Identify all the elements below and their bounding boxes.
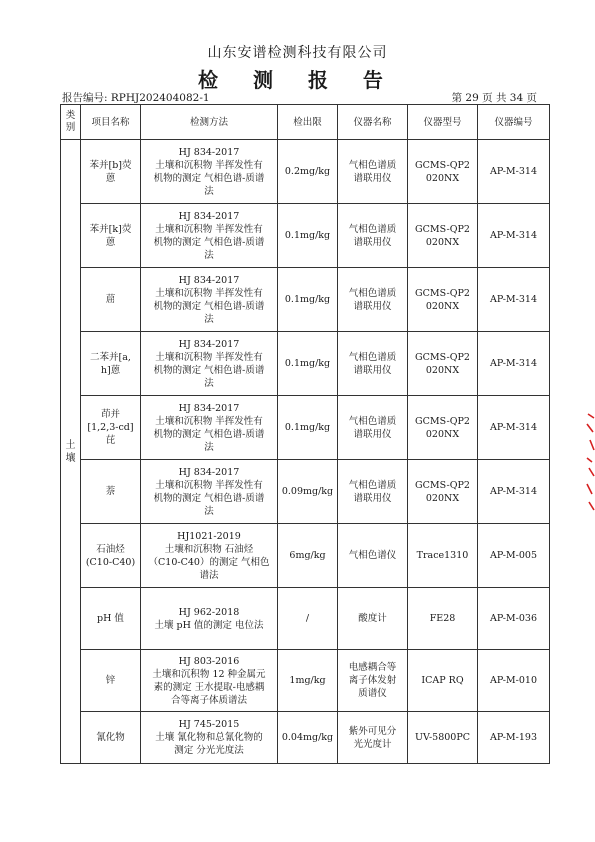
detection-limit-cell: 0.04mg/kg	[278, 712, 338, 764]
item-name-cell: 萘	[81, 460, 141, 524]
table-row	[61, 460, 550, 524]
method-cell	[141, 650, 278, 712]
method-cell	[141, 396, 278, 460]
instrument-model-cell: ICAP RQ	[408, 650, 478, 712]
table-row	[61, 332, 550, 396]
instrument-name-cell: 气相色谱质 谱联用仪	[338, 396, 408, 460]
detection-limit-cell: 1mg/kg	[278, 650, 338, 712]
table-row	[61, 588, 550, 650]
method-cell	[141, 140, 278, 204]
instrument-name-cell: 紫外可见分 光光度计	[338, 712, 408, 764]
method-standard: HJ1021-2019	[177, 530, 241, 542]
instrument-model-cell: GCMS-QP2 020NX	[408, 140, 478, 204]
instrument-code-cell: AP-M-314	[478, 204, 550, 268]
category-cell: 土 壤	[61, 140, 81, 764]
report-number: 报告编号: RPHJ202404082-1	[62, 92, 210, 104]
item-name-cell: 䓛	[81, 268, 141, 332]
col-header-instrument: 仪器名称	[338, 105, 408, 140]
col-header-item: 项目名称	[81, 105, 141, 140]
instrument-name-cell: 气相色谱质 谱联用仪	[338, 460, 408, 524]
table-row	[61, 204, 550, 268]
item-name-cell: 锌	[81, 650, 141, 712]
method-description: 土壤和沉积物 半挥发性有 机物的测定 气相色谱-质谱 法	[153, 223, 265, 261]
item-name-cell: 茚并 [1,2,3-cd] 芘	[81, 396, 141, 460]
col-header-model: 仪器型号	[408, 105, 478, 140]
item-name-cell: 苯并[k]荧 蒽	[81, 204, 141, 268]
detection-limit-cell: /	[278, 588, 338, 650]
instrument-code-cell: AP-M-314	[478, 460, 550, 524]
detection-limit-cell: 0.1mg/kg	[278, 332, 338, 396]
instrument-model-cell: GCMS-QP2 020NX	[408, 204, 478, 268]
method-standard: HJ 834-2017	[178, 274, 240, 286]
method-description: 土壤和沉积物 12 种金属元 素的测定 王水提取-电感耦 合等离子体质谱法	[152, 668, 266, 706]
method-cell	[141, 460, 278, 524]
method-standard: HJ 834-2017	[178, 338, 240, 350]
method-description: 土壤和沉积物 半挥发性有 机物的测定 气相色谱-质谱 法	[153, 479, 265, 517]
method-description: 土壤 氰化物和总氰化物的 测定 分光光度法	[155, 732, 263, 756]
method-cell	[141, 712, 278, 764]
method-description: 土壤和沉积物 半挥发性有 机物的测定 气相色谱-质谱 法	[153, 159, 265, 197]
method-standard: HJ 962-2018	[178, 606, 240, 618]
method-description: 土壤和沉积物 石油烃 （C10-C40）的测定 气相色 谱法	[148, 543, 270, 581]
instrument-name-cell: 酸度计	[338, 588, 408, 650]
instrument-name-cell: 气相色谱质 谱联用仪	[338, 204, 408, 268]
instrument-code-cell: AP-M-193	[478, 712, 550, 764]
instrument-name-cell: 气相色谱质 谱联用仪	[338, 140, 408, 204]
page-indicator: 第 29 页 共 34 页	[451, 92, 537, 104]
method-description: 土壤和沉积物 半挥发性有 机物的测定 气相色谱-质谱 法	[153, 415, 265, 453]
item-name-cell: 苯并[b]荧 蒽	[81, 140, 141, 204]
method-cell	[141, 332, 278, 396]
table-row	[61, 524, 550, 588]
table-row	[61, 396, 550, 460]
instrument-code-cell: AP-M-314	[478, 268, 550, 332]
table-row	[61, 268, 550, 332]
instrument-code-cell: AP-M-314	[478, 396, 550, 460]
method-standard: HJ 803-2016	[178, 655, 240, 667]
method-standard: HJ 834-2017	[178, 402, 240, 414]
table-row	[61, 650, 550, 712]
instrument-code-cell: AP-M-010	[478, 650, 550, 712]
instrument-code-cell: AP-M-036	[478, 588, 550, 650]
method-cell	[141, 204, 278, 268]
method-standard: HJ 834-2017	[178, 146, 240, 158]
instrument-model-cell: GCMS-QP2 020NX	[408, 396, 478, 460]
item-name-cell: pH 值	[81, 588, 141, 650]
table-body	[61, 140, 550, 764]
detection-limit-cell: 0.1mg/kg	[278, 268, 338, 332]
document-title: 检 测 报 告	[198, 68, 397, 92]
test-method-table	[60, 104, 550, 764]
method-standard: HJ 745-2015	[178, 719, 240, 730]
detection-limit-cell: 0.1mg/kg	[278, 204, 338, 268]
detection-limit-cell: 0.1mg/kg	[278, 396, 338, 460]
instrument-model-cell: GCMS-QP2 020NX	[408, 332, 478, 396]
method-cell	[141, 268, 278, 332]
instrument-name-cell: 气相色谱质 谱联用仪	[338, 332, 408, 396]
item-name-cell: 二苯并[a, h]蒽	[81, 332, 141, 396]
col-header-code: 仪器编号	[478, 105, 550, 140]
instrument-model-cell: FE28	[408, 588, 478, 650]
instrument-model-cell: Trace1310	[408, 524, 478, 588]
report-meta-row	[62, 90, 537, 105]
col-header-method: 检测方法	[141, 105, 278, 140]
detection-limit-cell: 0.09mg/kg	[278, 460, 338, 524]
method-description: 土壤 pH 值的测定 电位法	[154, 619, 264, 631]
method-standard: HJ 834-2017	[178, 210, 240, 222]
method-standard: HJ 834-2017	[178, 466, 240, 478]
seal-stamp-edge	[586, 410, 595, 520]
method-cell	[141, 524, 278, 588]
instrument-name-cell: 气相色谱质 谱联用仪	[338, 268, 408, 332]
instrument-name-cell: 电感耦合等 离子体发射 质谱仪	[338, 650, 408, 712]
instrument-model-cell: UV-5800PC	[408, 712, 478, 764]
table-header-row	[61, 105, 550, 140]
instrument-code-cell: AP-M-314	[478, 140, 550, 204]
table-row	[61, 712, 550, 764]
instrument-code-cell: AP-M-314	[478, 332, 550, 396]
instrument-name-cell: 气相色谱仪	[338, 524, 408, 588]
method-cell	[141, 588, 278, 650]
detection-limit-cell: 0.2mg/kg	[278, 140, 338, 204]
company-name: 山东安谱检测科技有限公司	[207, 45, 388, 61]
col-header-category: 类别	[61, 105, 81, 140]
method-description: 土壤和沉积物 半挥发性有 机物的测定 气相色谱-质谱 法	[153, 351, 265, 389]
item-name-cell: 石油烃 (C10-C40)	[81, 524, 141, 588]
method-description: 土壤和沉积物 半挥发性有 机物的测定 气相色谱-质谱 法	[153, 287, 265, 325]
instrument-model-cell: GCMS-QP2 020NX	[408, 268, 478, 332]
instrument-code-cell: AP-M-005	[478, 524, 550, 588]
table-row	[61, 140, 550, 204]
detection-limit-cell: 6mg/kg	[278, 524, 338, 588]
instrument-model-cell: GCMS-QP2 020NX	[408, 460, 478, 524]
item-name-cell: 氰化物	[81, 712, 141, 764]
col-header-limit: 检出限	[278, 105, 338, 140]
